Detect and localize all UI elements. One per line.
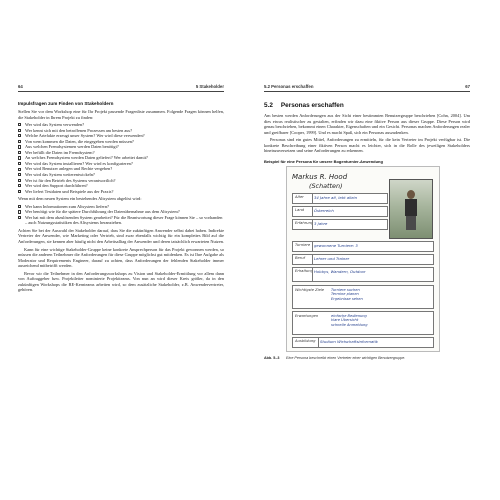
body-paragraph: Personas sind ein gutes Mittel, Anforderungen zu ermitteln, für die kein Vertreter im Projekt verfügbar ist. Die konkrete Beschreibung einer fiktiven Person macht es leichter, sich in die Rolle des jeweiligen Stakeholders hineinzuversetzen und seine Anforderungen zu erkennen. (264, 137, 470, 154)
persona-row-country: Land Österreich (292, 206, 388, 217)
checkbox-icon (18, 210, 21, 213)
intro-paragraph: Stellen Sie vor dem Workshop eine für Ihr Projekt passende Fragenliste zusammen. Folgende Fragen können helfen, die Stakeholder in Ihrem Projekt zu finden: (18, 109, 224, 120)
right-page-header (264, 84, 470, 93)
person-head (407, 190, 415, 199)
section-title (264, 102, 470, 109)
checkbox-icon (18, 162, 21, 165)
figure-label: Abb. 5–3 (264, 355, 280, 360)
persona-row-education: Ausbildung Studium Wirtschaftsinformatik (292, 337, 434, 348)
checkbox-icon (18, 156, 21, 159)
figure-title: Beispiel für eine Persona für unsere Bogenturnier-Anwendung (264, 158, 383, 164)
checkbox-icon (18, 134, 21, 137)
body-paragraph: Bevor wir die Teilnehmer in den Anforderungsworkshops zu Vision und Stakeholder-Ermittlung vor allem dann von Auftraggeber bzw. Projektleiter nominierte Projektteams. Von nun an wird dieser Kreis größer, da in den zukünftigen Workshops die RE-Kernteams arbeiten wird, so dem zusätzliche Stakeholder, z.B. Anwendervertreter, gehören. (18, 270, 224, 293)
question-text: Wer wird den Support durchführen? (25, 183, 88, 189)
persona-row-job: Beruf Lehrer und Trainer (292, 254, 434, 265)
page-number-right: 67 (465, 84, 470, 89)
persona-row-tournaments: Turniere gewonnene Turniere: 3 (292, 241, 434, 252)
persona-nickname: (Schatten) (309, 181, 343, 190)
page-number-left: 64 (18, 84, 23, 89)
checkbox-icon (18, 173, 21, 176)
question-item (18, 189, 224, 195)
altsystem-paragraph: Wenn mit dem neuen System ein bestehendes Altsystem abgelöst wird: (18, 196, 142, 202)
left-page (18, 84, 224, 295)
persona-photo (389, 179, 433, 239)
question-text: Wer hat mit dem abzulösenden System gearbeitet? Für die Beantwortung dieser Frage können Sie – so vorhanden – auch Nutzungsstatistiken des Altsystems heranziehen. (25, 214, 223, 226)
figure-caption (264, 356, 470, 364)
question-list (18, 122, 224, 194)
question-list-altsystem (18, 204, 224, 226)
question-text: Wer ist für den Betrieb des Systems verantwortlich? (25, 177, 116, 183)
checkbox-icon (18, 190, 21, 193)
persona-expectations: Erwartungen einfache Bedienung klare Übersicht schnelle Anmeldung (292, 311, 434, 335)
persona-card (286, 166, 440, 352)
question-text: Aus welchen Fremdsystemen werden Daten benötigt? (25, 144, 119, 150)
question-text: Wer liefert Testdaten und Beispiele aus der Praxis? (25, 188, 114, 194)
persona-row-age: Alter 34 Jahre alt, lebt allein (292, 193, 388, 204)
person-figure (404, 190, 418, 230)
goals-list: Turniere suchen Termine planen Ergebnisse sehen (331, 287, 363, 302)
checkbox-icon (18, 216, 21, 219)
question-text: Wer kennt sich mit den betroffenen Prozessen am besten aus? (25, 127, 133, 133)
question-text: Wer wird Benutzer anlegen und Rechte vergeben? (25, 166, 113, 172)
question-text: An welches Fremdsystem werden Daten geliefert? Wer arbeitet damit? (25, 155, 148, 161)
question-text: Wer wird das System verwenden? (25, 122, 84, 128)
header-rule (264, 91, 470, 92)
question-text: Wer wird das System weiterentwickeln? (25, 172, 95, 178)
question-item (18, 215, 224, 226)
body-paragraph: Kann für eine wichtige Stakeholder-Gruppe keine konkrete Ansprechperson für das Projekt gewonnen werden, so müssen die anderen Teilnehmer die Anforderungen für diese Gruppe möglichst gut mitdenken. Es ist Ihre Aufgabe als Moderator und Requirements Engineer, darauf zu achten, dass Anforderungen der fehlenden Stakeholder immer ausreichend mitbetrifft werden. (18, 246, 224, 269)
left-page-header (18, 84, 224, 93)
checkbox-icon (18, 129, 21, 132)
question-text: Wer wird das System installieren? Wer wird es konfigurieren? (25, 160, 133, 166)
question-text: Wer kann Informationen zum Altsystem liefern? (25, 203, 109, 209)
checkbox-icon (18, 151, 21, 154)
checkbox-icon (18, 145, 21, 148)
checkbox-icon (18, 168, 21, 171)
section-title-text: Personas erschaffen (280, 102, 344, 109)
expectations-list: einfache Bedienung klare Übersicht schnelle Anmeldung (331, 313, 368, 328)
person-torso (405, 199, 417, 216)
running-head-left: 5 Stakeholder (195, 84, 224, 89)
checkbox-icon (18, 184, 21, 187)
persona-name: Markus R. Hood (292, 172, 348, 181)
checkbox-icon (18, 140, 21, 143)
persona-row-hobbies: Erhaltung Hobbys, Wandern, Outdoor (292, 267, 434, 282)
question-text: Wer befüllt die Daten im Fremdsystem? (25, 149, 95, 155)
running-head-right: 5.2 Personas erschaffen (264, 84, 314, 89)
subheading: Impulsfragen zum Finden von Stakeholdern (18, 101, 114, 106)
figure-caption-text: Eine Persona beschreibt einen Vertreter einer wichtigen Benutzergruppe. (286, 355, 406, 360)
right-page (264, 84, 470, 364)
checkbox-icon (18, 205, 21, 208)
body-paragraph: Am besten werden Anforderungen aus der Sicht einer bestimmten Benutzergruppe beschrieben [Cohn, 2004]. Um dies etwas realistischer zu gestalten, erfinden wir dazu eine fiktive Person aus dieser Gruppe. Diese Person wird genau beschrieben, bekommt einen Charakter, Eigenschaften und ein Gesicht. Personas machen Anforderungen realer und greifbarer [Cooper, 1999]. Und es macht Spaß, sich ein Personas auszudenken. (264, 113, 470, 135)
question-text: Welche Artefakte erzeugt unser System? Wer wird diese verwenden? (25, 133, 145, 139)
header-rule (18, 91, 224, 92)
section-number: 5.2 (264, 102, 273, 109)
body-paragraph: Achten Sie bei der Auswahl der Stakeholder darauf, dass Sie die zukünftigen Anwender selbst dabei haben. Indirekte Vertreter der Anwender, wie Marketing oder Vertrieb, sind zwar ebenfalls wichtig für ein komplettes Bild auf die Anforderungen, sie kennen aber häufig nicht den Arbeitsalltag der Anwender und deren tatsächlich erwarteten Nutzen. (18, 227, 225, 245)
person-legs (406, 216, 416, 230)
question-text: Wer benötigt wie für die spätere Durchführung der Datenübernahme aus dem Altsystem? (25, 209, 180, 215)
persona-row-experience: Erfahrung 3 Jahre (292, 219, 388, 230)
persona-goals: Wichtigste Ziele Turniere suchen Termine planen Ergebnisse sehen (292, 285, 434, 309)
checkbox-icon (18, 123, 21, 126)
checkbox-icon (18, 179, 21, 182)
question-text: Von wem kommen die Daten, die eingegeben werden müssen? (25, 138, 134, 144)
